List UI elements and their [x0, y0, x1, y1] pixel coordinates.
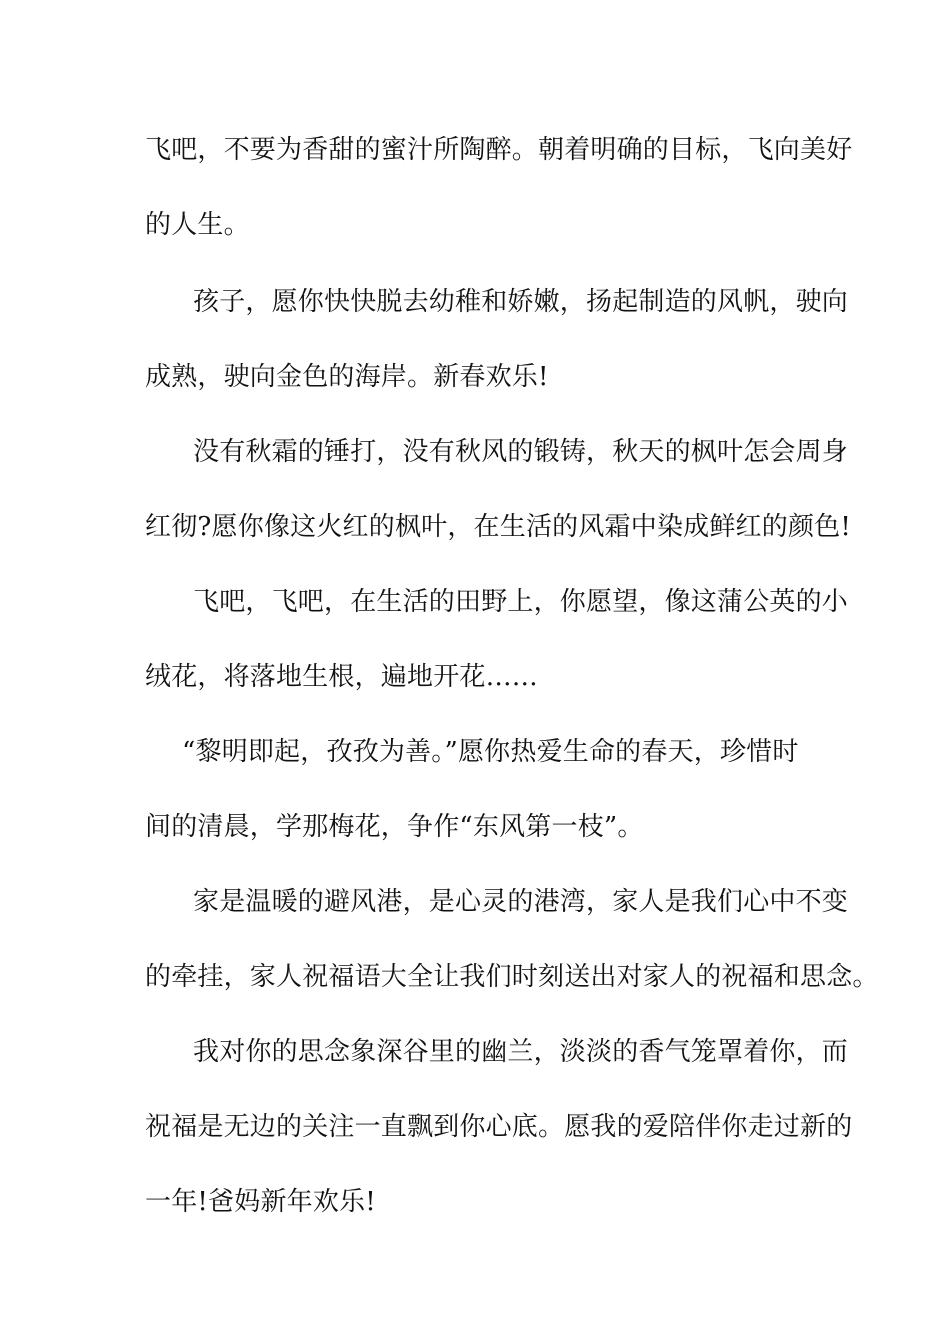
- text-line: 红彻?愿你像这火红的枫叶，在生活的风霜中染成鲜红的颜色!: [145, 512, 851, 542]
- text-line: 成熟，驶向金色的海岸。新春欢乐!: [145, 362, 549, 392]
- paragraph-first-line: 家是温暖的避风港，是心灵的港湾，家人是我们心中不变: [193, 887, 849, 917]
- paragraph-first-line: 我对你的思念象深谷里的幽兰，淡淡的香气笼罩着你，而: [193, 1037, 849, 1067]
- text-line: 间的清晨，学那梅花，争作“东风第一枝”。: [145, 812, 644, 842]
- text-line: 的牵挂，家人祝福语大全让我们时刻送出对家人的祝福和思念。: [145, 962, 879, 992]
- paragraph-first-line: 飞吧，飞吧，在生活的田野上，你愿望，像这蒲公英的小: [193, 587, 849, 617]
- text-line: 的人生。: [145, 210, 250, 240]
- paragraph-first-line: “黎明即起，孜孜为善。”愿你热爱生命的春天，珍惜时: [182, 737, 799, 767]
- text-line: 飞吧，不要为香甜的蜜汁所陶醉。朝着明确的目标，飞向美好: [145, 135, 853, 165]
- text-line: 绒花，将落地生根，遍地开花……: [145, 662, 539, 692]
- paragraph-first-line: 没有秋霜的锤打，没有秋风的锻铸，秋天的枫叶怎会周身: [193, 437, 849, 467]
- text-line: 一年!爸妈新年欢乐!: [145, 1187, 376, 1217]
- paragraph-first-line: 孩子，愿你快快脱去幼稚和娇嫩，扬起制造的风帆，驶向: [193, 287, 849, 317]
- text-line: 祝福是无边的关注一直飘到你心底。愿我的爱陪伴你走过新的: [145, 1112, 853, 1142]
